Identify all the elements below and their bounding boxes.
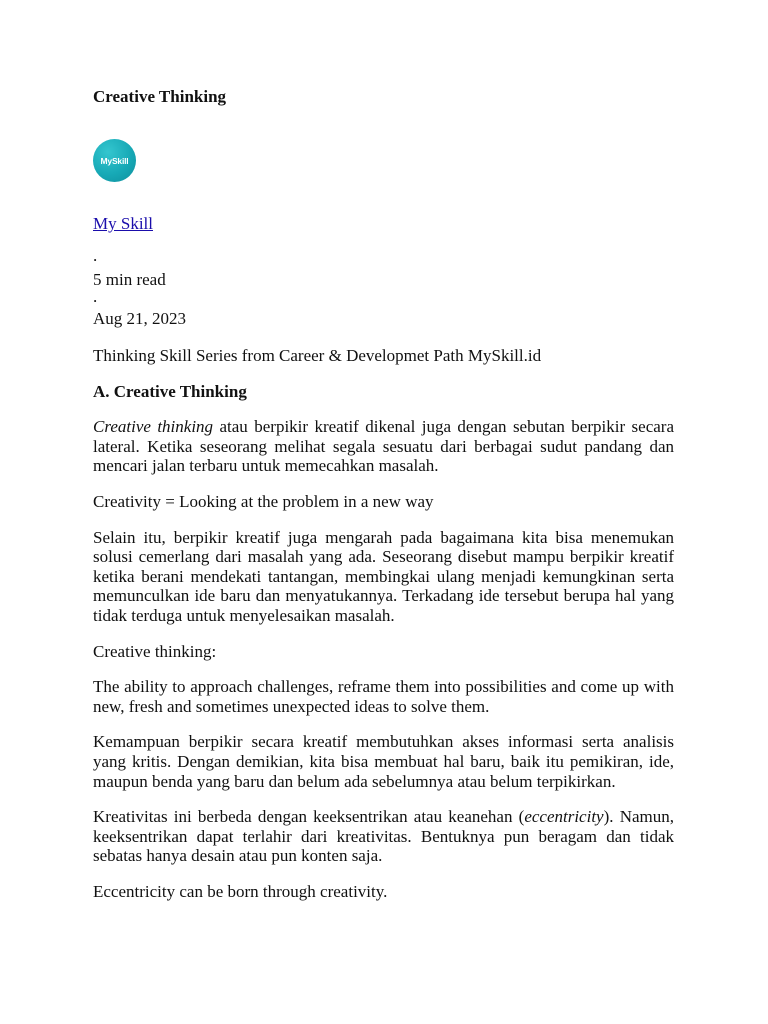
author-link[interactable]: My Skill xyxy=(93,214,153,233)
author-avatar[interactable] xyxy=(93,139,136,182)
paragraph: Kemampuan berpikir secara kreatif membutuhkan akses informasi serta analisis yang kritis. Dengan demikian, kita bisa membuat hal baru, baik itu pemikiran, ide, maupun benda yang baru dan belum ada sebelumnya atau belum terpikirkan. xyxy=(93,732,674,791)
paragraph: Creative thinking: xyxy=(93,641,217,661)
emphasis: eccentricity xyxy=(524,807,604,827)
avatar-logo-text: MySkill xyxy=(100,155,129,166)
paragraph: Eccentricity can be born through creativity. xyxy=(93,881,388,901)
series-line: Thinking Skill Series from Career & Developmet Path MySkill.id xyxy=(93,346,542,365)
paragraph: Creativity = Looking at the problem in a new way xyxy=(93,491,434,511)
meta-separator: . xyxy=(93,287,98,306)
meta-separator: . xyxy=(93,246,98,265)
section-heading: A. Creative Thinking xyxy=(93,381,247,401)
read-time: 5 min read xyxy=(93,270,166,289)
paragraph xyxy=(93,807,674,866)
article-title: Creative Thinking xyxy=(93,87,227,106)
paragraph-text: atau berpikir kreatif dikenal juga dengan sebutan berpikir secara lateral. Ketika seseorang melihat segala sesuatu dari berbagai sudut pandang dan mencari jalan terbaru untuk memecahkan masalah. xyxy=(93,417,675,476)
paragraph xyxy=(93,417,674,476)
paragraph: The ability to approach challenges, reframe them into possibilities and come up with new, fresh and sometimes unexpected ideas to solve them. xyxy=(93,677,674,716)
paragraph-text: Kreativitas ini berbeda dengan keeksentrikan atau keanehan ( xyxy=(93,807,525,827)
paragraph: Selain itu, berpikir kreatif juga mengarah pada bagaimana kita bisa menemukan solusi cemerlang dari masalah yang ada. Seseorang disebut mampu berpikir kreatif ketika berani mendekati tantangan, membingkai ulang menjadi kemungkinan serta memunculkan ide baru dan menyatukannya. Terkadang ide tersebut berupa hal yang tidak terduga untuk menyelesaikan masalah. xyxy=(93,527,674,625)
emphasis: Creative thinking xyxy=(93,417,214,437)
publish-date: Aug 21, 2023 xyxy=(93,309,187,328)
article-body xyxy=(93,346,674,917)
paragraph-text: ). Namun, keeksentrikan dapat terlahir dari kreativitas. Bentuknya pun beragam dan tidak sebatas hanya desain atau pun konten saja. xyxy=(93,807,674,866)
